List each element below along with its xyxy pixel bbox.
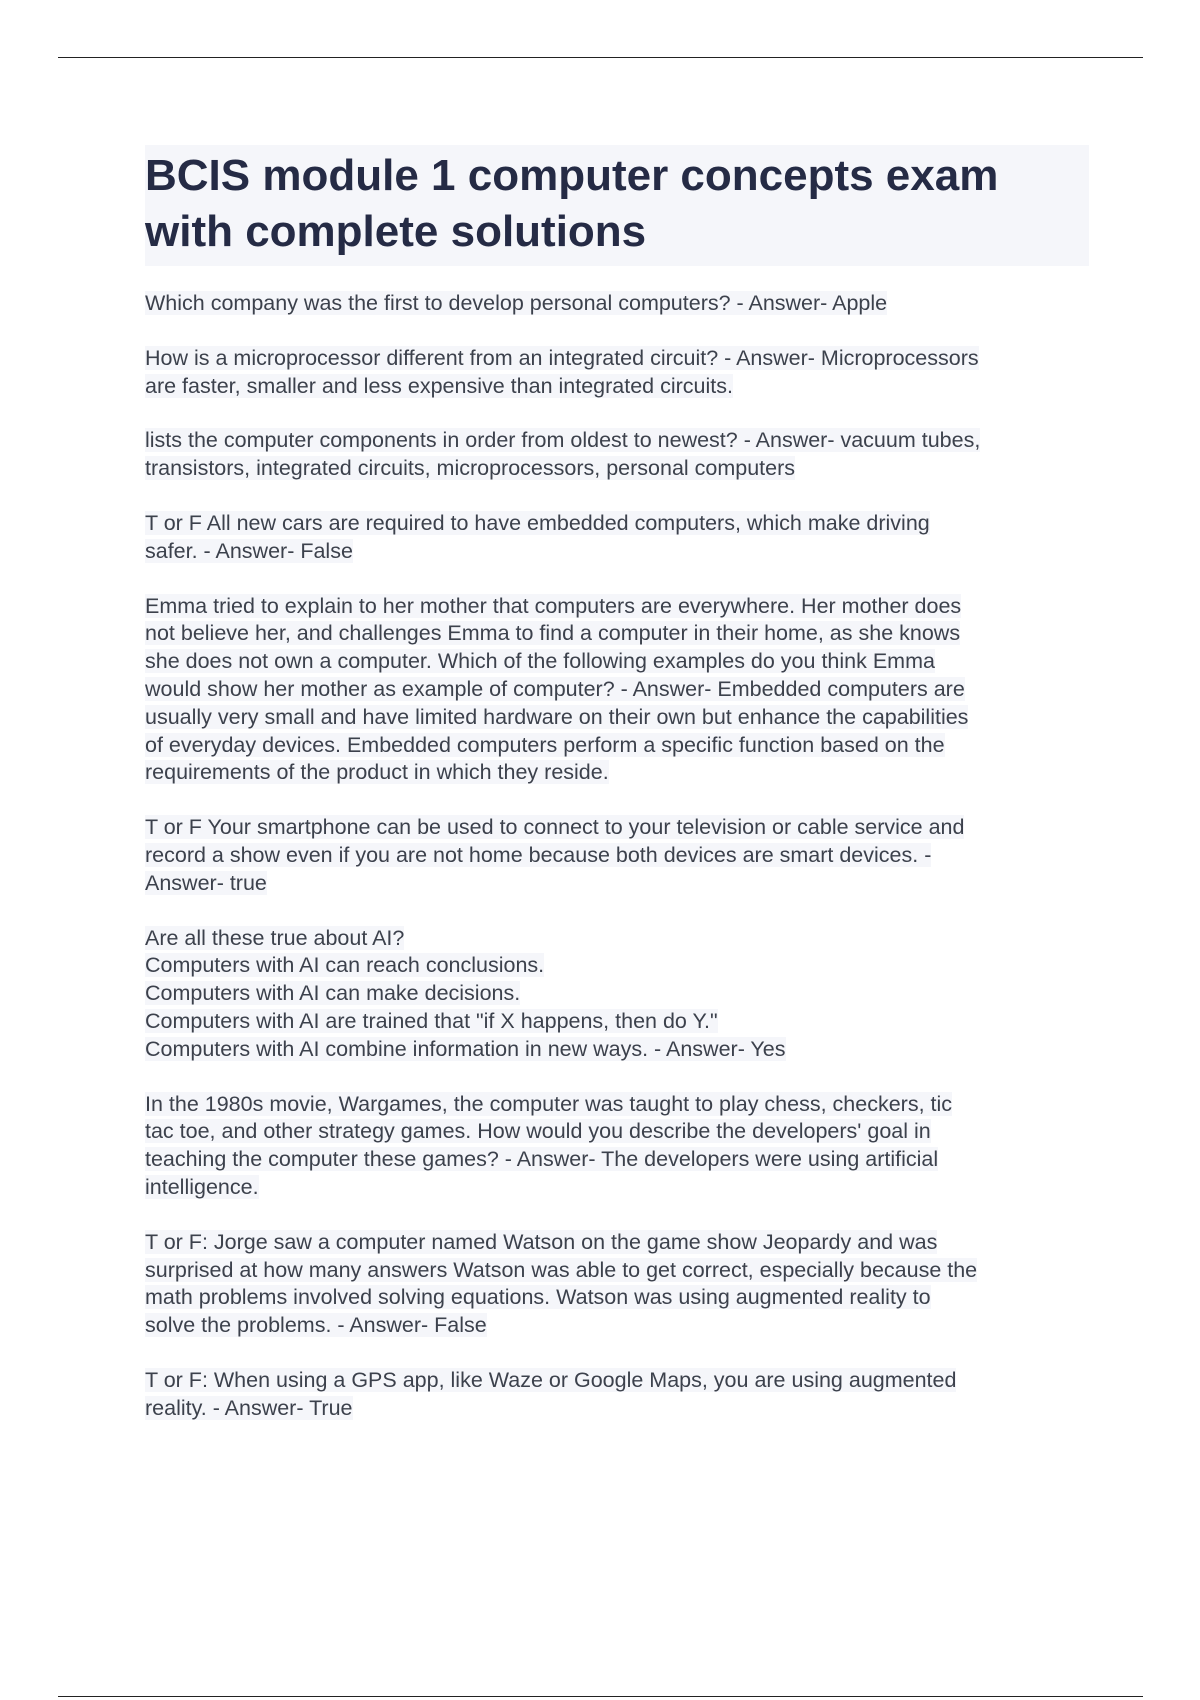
qa-item	[145, 1367, 1089, 1423]
qa-line-text: How is a microprocessor different from an integrated circuit? - Answer- Microprocessors	[145, 345, 979, 370]
document-body	[145, 145, 1089, 1450]
qa-line-text: solve the problems. - Answer- False	[145, 1313, 487, 1338]
qa-line-text: Computers with AI combine information in new ways. - Answer- Yes	[145, 1036, 786, 1061]
qa-line-text: record a show even if you are not home because both devices are smart devices. -	[145, 842, 932, 867]
qa-line	[145, 1395, 1089, 1423]
qa-line	[145, 676, 1089, 704]
qa-line-text: Computers with AI can make decisions.	[145, 981, 521, 1006]
qa-line	[145, 290, 1089, 318]
qa-line-text: teaching the computer these games? - Answer- The developers were using artificial	[145, 1147, 939, 1172]
qa-line	[145, 732, 1089, 760]
qa-item	[145, 1229, 1089, 1340]
qa-item	[145, 290, 1089, 318]
qa-line	[145, 1257, 1089, 1285]
qa-line-text: Are all these true about AI?	[145, 925, 405, 950]
qa-line	[145, 704, 1089, 732]
qa-line-text: lists the computer components in order from oldest to newest? - Answer- vacuum tubes,	[145, 428, 981, 453]
qa-line-text: would show her mother as example of computer? - Answer- Embedded computers are	[145, 676, 965, 701]
qa-item	[145, 427, 1089, 483]
qa-line	[145, 427, 1089, 455]
qa-line-text: not believe her, and challenges Emma to find a computer in their home, as she knows	[145, 621, 961, 646]
qa-line	[145, 620, 1089, 648]
qa-line-text: of everyday devices. Embedded computers perform a specific function based on the	[145, 732, 945, 757]
qa-line	[145, 593, 1089, 621]
qa-line-text: transistors, integrated circuits, microprocessors, personal computers	[145, 456, 796, 481]
qa-line	[145, 1174, 1089, 1202]
qa-line	[145, 814, 1089, 842]
document-title	[145, 145, 1089, 266]
qa-line	[145, 1008, 1089, 1036]
qa-line	[145, 925, 1089, 953]
qa-line	[145, 1036, 1089, 1064]
qa-line	[145, 373, 1089, 401]
document-title-line: BCIS module 1 computer concepts exam	[145, 151, 999, 200]
qa-item	[145, 593, 1089, 788]
qa-line-text: Emma tried to explain to her mother that computers are everywhere. Her mother does	[145, 593, 962, 618]
qa-line	[145, 1146, 1089, 1174]
qa-line-text: In the 1980s movie, Wargames, the computer was taught to play chess, checkers, tic	[145, 1091, 953, 1116]
qa-line-text: T or F Your smartphone can be used to connect to your television or cable service and	[145, 815, 965, 840]
qa-line	[145, 510, 1089, 538]
qa-line	[145, 759, 1089, 787]
qa-line-text: T or F All new cars are required to have embedded computers, which make driving	[145, 510, 930, 535]
qa-item	[145, 814, 1089, 897]
qa-line-text: tac toe, and other strategy games. How would you describe the developers' goal in	[145, 1119, 931, 1144]
qa-line	[145, 1118, 1089, 1146]
document-title-line: with complete solutions	[145, 207, 647, 256]
qa-item	[145, 925, 1089, 1064]
qa-line	[145, 1229, 1089, 1257]
qa-line	[145, 1367, 1089, 1395]
qa-line-text: Which company was the first to develop personal computers? - Answer- Apple	[145, 291, 888, 315]
qa-line-text: usually very small and have limited hardware on their own but enhance the capabilities	[145, 704, 969, 729]
qa-line	[145, 842, 1089, 870]
qa-line	[145, 1091, 1089, 1119]
qa-line	[145, 1312, 1089, 1340]
qa-line-text: surprised at how many answers Watson was able to get correct, especially because the	[145, 1257, 978, 1282]
qa-line-text: requirements of the product in which they reside.	[145, 760, 609, 785]
qa-line	[145, 538, 1089, 566]
qa-line-text: Computers with AI are trained that "if X happens, then do Y."	[145, 1008, 718, 1033]
qa-line	[145, 980, 1089, 1008]
qa-line-text: T or F: Jorge saw a computer named Watson on the game show Jeopardy and was	[145, 1229, 938, 1254]
qa-line-text: math problems involved solving equations. Watson was using augmented reality to	[145, 1285, 931, 1310]
qa-line	[145, 648, 1089, 676]
qa-line	[145, 455, 1089, 483]
qa-item	[145, 1091, 1089, 1202]
qa-line-text: reality. - Answer- True	[145, 1395, 353, 1420]
qa-line	[145, 870, 1089, 898]
qa-line-text: T or F: When using a GPS app, like Waze or Google Maps, you are using augmented	[145, 1367, 957, 1392]
qa-line-text: are faster, smaller and less expensive than integrated circuits.	[145, 373, 733, 398]
bottom-rule	[58, 1696, 1143, 1697]
qa-list	[145, 290, 1089, 1423]
qa-line-text: she does not own a computer. Which of the following examples do you think Emma	[145, 649, 935, 674]
qa-line-text: Computers with AI can reach conclusions.	[145, 953, 545, 978]
top-rule	[58, 57, 1143, 58]
qa-line	[145, 1284, 1089, 1312]
qa-line-text: safer. - Answer- False	[145, 538, 353, 563]
qa-item	[145, 510, 1089, 566]
qa-line	[145, 952, 1089, 980]
qa-line-text: Answer- true	[145, 870, 267, 895]
qa-item	[145, 345, 1089, 401]
qa-line-text: intelligence.	[145, 1174, 259, 1199]
qa-line	[145, 345, 1089, 373]
